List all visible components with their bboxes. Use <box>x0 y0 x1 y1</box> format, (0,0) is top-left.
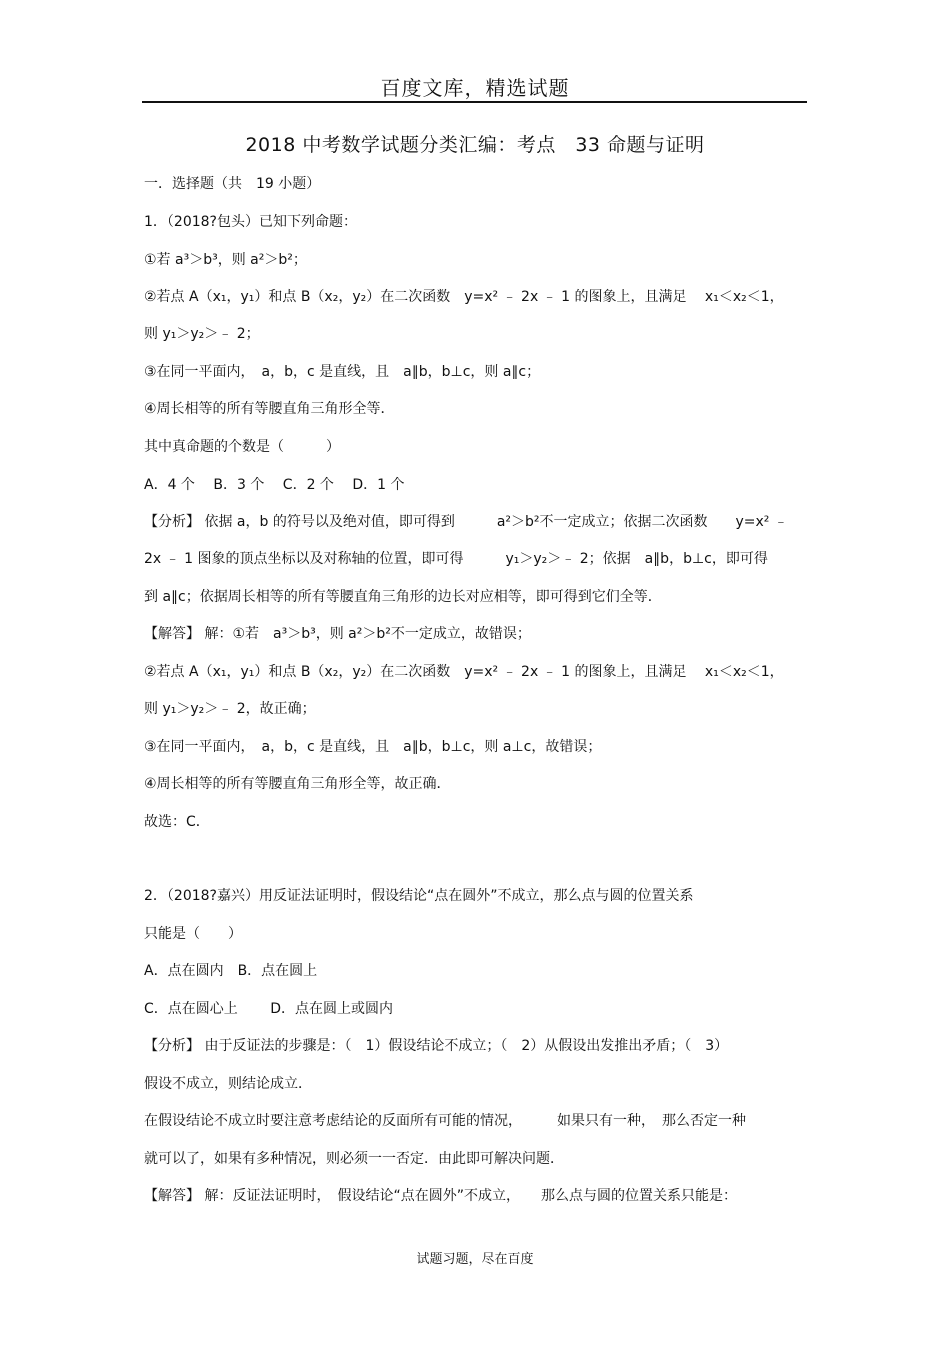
q2-stem-cont: 只能是（ ） <box>144 926 242 942</box>
q2-answer-1: 【解答】 解：反证法证明时， 假设结论“点在圆外”不成立， 那么点与圆的位置关系只能是： <box>144 1188 737 1204</box>
q1-statement-1: ①若 a³＞b³，则 a²＞b²； <box>144 252 307 268</box>
q1-stem: 1．（2018?包头）已知下列命题： <box>144 214 357 230</box>
page-footer: 试题习题，尽在百度 <box>416 1252 534 1267</box>
q2-options-1: A．点在圆内 B．点在圆上 <box>144 963 318 979</box>
q1-analysis-2: 2x ﹣ 1 图象的顶点坐标以及对称轴的位置，即可得 y₁＞y₂＞﹣ 2；依据 a∥b，b⊥c，即可得 <box>144 551 768 567</box>
document-title: 2018 中考数学试题分类汇编：考点 33 命题与证明 <box>245 134 705 156</box>
header-divider <box>142 101 807 103</box>
q1-options: A．4 个 B．3 个 C．2 个 D．1 个 <box>144 477 405 493</box>
q1-analysis-3: 到 a∥c；依据周长相等的所有等腰直角三角形的边长对应相等，即可得到它们全等． <box>144 589 662 605</box>
q2-stem: 2．（2018?嘉兴）用反证法证明时，假设结论“点在圆外”不成立，那么点与圆的位置关系 <box>144 888 694 904</box>
q2-options-2: C．点在圆心上 D．点在圆上或圆内 <box>144 1001 394 1017</box>
header-title: 百度文库，精选试题 <box>380 76 570 100</box>
q2-analysis-4: 就可以了，如果有多种情况，则必须一一否定．由此即可解决问题． <box>144 1151 564 1167</box>
q1-statement-2-cont: 则 y₁＞y₂＞﹣ 2； <box>144 326 260 342</box>
q1-analysis-1: 【分析】 依据 a，b 的符号以及绝对值，即可得到 a²＞b²不一定成立；依据二次函数 y=x² ﹣ <box>144 514 788 530</box>
section-heading: 一．选择题（共 19 小题） <box>144 176 321 192</box>
q1-answer-4: ④周长相等的所有等腰直角三角形全等，故正确． <box>144 776 451 792</box>
q1-answer-2-cont: 则 y₁＞y₂＞﹣ 2，故正确； <box>144 701 316 717</box>
q1-answer-2: ②若点 A（x₁，y₁）和点 B（x₂，y₂）在二次函数 y=x² ﹣ 2x ﹣ 1 的图象上，且满足 x₁＜x₂＜1， <box>144 664 784 680</box>
q1-statement-4: ④周长相等的所有等腰直角三角形全等． <box>144 401 395 417</box>
q2-analysis-2: 假设不成立，则结论成立． <box>144 1076 312 1092</box>
q2-analysis-1: 【分析】 由于反证法的步骤是：（ 1）假设结论不成立；（ 2）从假设出发推出矛盾；（ 3） <box>144 1038 729 1054</box>
q1-statement-3: ③在同一平面内， a，b，c 是直线，且 a∥b，b⊥c，则 a∥c； <box>144 364 541 380</box>
q2-analysis-3: 在假设结论不成立时要注意考虑结论的反面所有可能的情况， 如果只有一种， 那么否定一种 <box>144 1113 746 1129</box>
q1-choice: 故选：C． <box>144 814 210 830</box>
q1-ask: 其中真命题的个数是（ ） <box>144 439 340 455</box>
q1-answer-3: ③在同一平面内， a，b，c 是直线，且 a∥b，b⊥c，则 a⊥c，故错误； <box>144 739 602 755</box>
q1-statement-2: ②若点 A（x₁，y₁）和点 B（x₂，y₂）在二次函数 y=x² ﹣ 2x ﹣ 1 的图象上，且满足 x₁＜x₂＜1， <box>144 289 784 305</box>
q1-answer-1: 【解答】 解：①若 a³＞b³，则 a²＞b²不一定成立，故错误； <box>144 626 531 642</box>
